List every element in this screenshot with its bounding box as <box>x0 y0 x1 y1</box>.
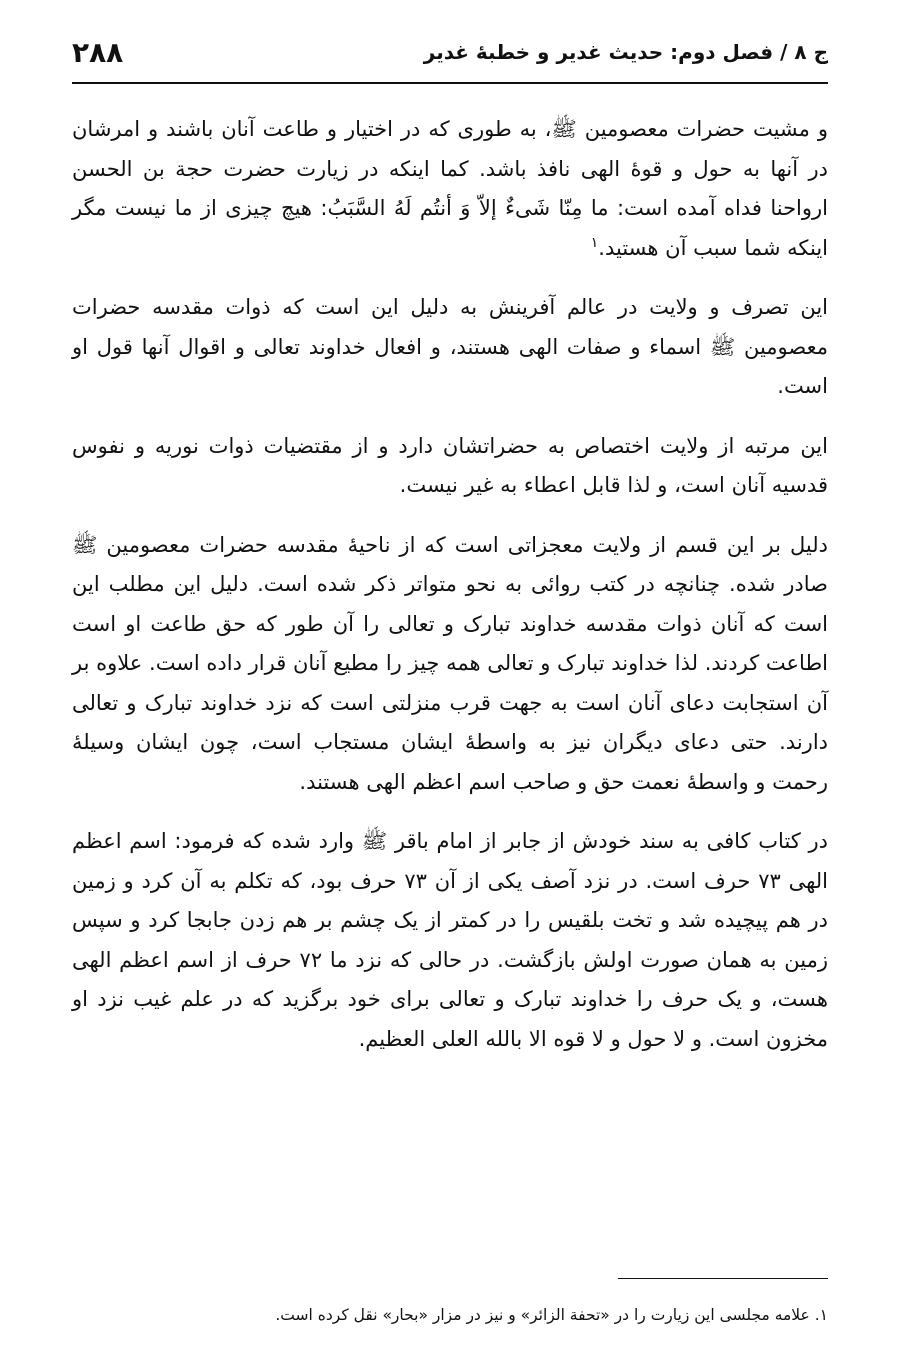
paragraph-2: این تصرف و ولایت در عالم آفرینش به دلیل این است که ذوات مقدسه حضرات معصومین ﷺ اسماء و صفات الهی هستند، و افعال خداوند تعالی و اقوال آنها قول او است. <box>72 295 828 398</box>
footnote-reference: ۱ <box>590 234 599 251</box>
footnote: ۱. علامه مجلسی این زیارت را در «تحفة الزائر» و نیز در مزار «بحار» نقل کرده است. <box>275 1306 828 1324</box>
paragraph-3: این مرتبه از ولایت اختصاص به حضراتشان دارد و از مقتضیات ذوات نوریه و نفوس قدسیه آنان است، و لذا قابل اعطاء به غیر نیست. <box>72 433 828 497</box>
page-number: ۲۸۸ <box>72 35 124 69</box>
main-text <box>72 110 828 1079</box>
paragraph-4: دلیل بر این قسم از ولایت معجزاتی است که از ناحیهٔ مقدسه حضرات معصومین ﷺ صادر شده. چنانچه در کتب روائی به نحو متواتر ذکر شده است. دلیل این مطلب این است که آنان ذوات مقدسه خداوند تبارک و تعالی را آن طور که حق طاعت او است اطاعت کردند. لذا خداوند تبارک و تعالی همه چیز را مطیع آنان قرار داده است. علاوه بر آن استجابت دعای آنان است به جهت قرب منزلتی است که نزد خداوند تبارک و تعالی دارند. حتی دعای دیگران نیز به واسطهٔ ایشان مستجاب است، چون ایشان وسیلهٔ رحمت و واسطهٔ نعمت حق و صاحب اسم اعظم الهی هستند. <box>72 532 828 794</box>
paragraph-1-text: و مشیت حضرات معصومین ﷺ، به طوری که در اختیار و طاعت آنان باشند و امرشان در آنها به حول و قوهٔ الهی نافذ باشد. کما اینکه در زیارت حضرت حجة بن الحسن ارواحنا فداه آمده است: ما مِنّا شَیءٌ إلاّ وَ أنتُم لَهُ السَّبَبُ: هیچ چیزی از ما نیست مگر اینکه شما سبب آن هستید. <box>72 117 828 260</box>
paragraph-1 <box>72 110 828 268</box>
header-divider <box>72 82 828 84</box>
page-header <box>72 30 828 74</box>
footnote-divider <box>618 1278 828 1279</box>
running-head: ج ۸ / فصل دوم: حدیث غدیر و خطبهٔ غدیر <box>423 40 828 64</box>
paragraph-5: در کتاب کافی به سند خودش از جابر از امام باقر ﷺ وارد شده که فرمود: اسم اعظم الهی ۷۳ حرف است. در نزد آصف یکی از آن ۷۳ حرف بود، که تکلم به آن کرد و زمین در هم پیچیده شد و تخت بلقیس را در کمتر از یک چشم بر هم زدن جابجا کرد و سپس زمین به همان صورت اولش بازگشت. در حالی که نزد ما ۷۲ حرف از اسم اعظم الهی هست، و یک حرف را خداوند تبارک و تعالی برای خود برگزید که در علم غیب نزد او مخزون است. و لا حول و لا قوه الا بالله العلی العظیم. <box>72 829 829 1051</box>
